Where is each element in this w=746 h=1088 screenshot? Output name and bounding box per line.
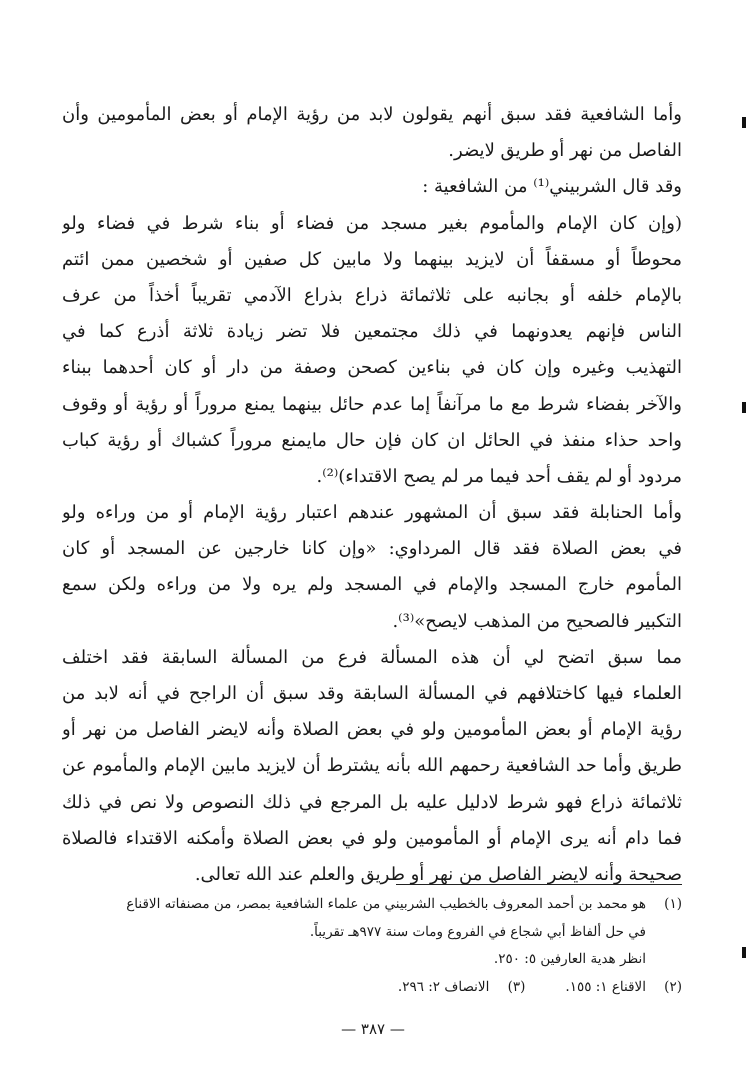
footnote-1-line-2: في حل ألفاظ أبي شجاع في الفروع ومات سنة ٩٧٧هـ تقريباً. — [309, 923, 646, 940]
text-line: في بعض الصلاة فقد قال المرداوي: «وإن كانا خارجين عن المسجد أو كان — [62, 538, 682, 560]
footnote-1 — [62, 891, 682, 919]
text-line: صحيحة وأنه لايضر الفاصل من نهر أو طريق والعلم عند الله تعالى. — [194, 863, 682, 885]
text-line: مما سبق اتضح لي أن هذه المسألة فرع من المسألة السابقة فقد اختلف — [62, 646, 682, 668]
footnote-text: الانصاف ٢: ٢٩٦. — [397, 978, 490, 995]
page-number: — ٣٨٧ — — [341, 1020, 405, 1038]
text-line: محوطاً أو مسقفاً أن لايزيد بينهما ولا مابين كل صفين أو شخصين ممن ائتم — [62, 248, 682, 270]
scan-mark — [742, 402, 746, 413]
footnotes-2-3 — [62, 974, 682, 1002]
footnote-number: (٢) — [664, 978, 682, 995]
footnotes — [62, 891, 682, 1001]
footnote-1-line-3: انظر هدية العارفين ٥: ٢٥٠. — [493, 951, 646, 967]
text-line: العلماء فيها كاختلافهم في المسألة السابقة وقد سبق أن الراجح في أنه لابد من — [62, 683, 682, 704]
text-line: التهذيب وغيره وإن كان في بناءين كصحن وصفة من دار أو كان أحدهما ببناء — [62, 357, 682, 379]
text-line: والآخر بفضاء شرط مع ما مرآنفاً إما عدم حائل بينهما يمنع مروراً أو رؤية أو وقوف — [62, 393, 682, 415]
text-line: التكبير فالصحيح من المذهب لايصح»⁽³⁾. — [392, 610, 682, 632]
footnote-number: (١) — [664, 896, 682, 912]
footnote-number: (٣) — [507, 978, 526, 995]
text-line: المأموم خارج المسجد والإمام في المسجد ولم يره ولا من وراءه ولكن سمع — [62, 574, 682, 596]
text-line: (وإن كان الإمام والمأموم بغير مسجد من فضاء أو بناء شرط في فضاء ولو — [62, 212, 682, 234]
text-line: الفاصل من نهر أو طريق لايضر. — [448, 140, 682, 162]
main-text — [62, 97, 682, 893]
text-line: رؤية الإمام أو بعض المأمومين ولو في بعض الصلاة وأنه لايضر الفاصل من نهر أو — [62, 719, 682, 741]
footnote-text: هو محمد بن أحمد المعروف بالخطيب الشربيني من علماء الشافعية بمصر، من مصنفاته الاقناع — [126, 896, 646, 912]
footnote-separator — [396, 884, 682, 885]
scan-mark — [742, 117, 746, 128]
text-line: ثلاثمائة ذراع فهو شرط لادليل عليه بل المرجع في ذلك النصوص ولا نص في ذلك — [62, 791, 682, 813]
text-line: وأما الشافعية فقد سبق أنهم يقولون لابد من رؤية الإمام أو بعض المأمومين وأن — [62, 104, 682, 125]
text-line: واحد حذاء منفذ في الحائل ان كان فإن حال مايمنع مروراً كشباك أو رؤية كباب — [62, 429, 682, 451]
text-line: مردود أو لم يقف أحد فيما مر لم يصح الاقتداء)⁽²⁾. — [316, 465, 682, 487]
text-line: طريق وأما حد الشافعية رحمهم الله بأنه يشترط أن لايزيد مابين الإمام والمأموم عن — [62, 755, 682, 777]
scan-mark — [742, 947, 746, 958]
text-line: بالإمام خلفه أو بجانبه على ثلاثمائة ذراع بذراع الآدمي تقريباً أخذاً من عرف — [62, 284, 682, 306]
footnote-text: الاقناع ١: ١٥٥. — [565, 978, 646, 995]
text-line: فما دام أنه يرى الإمام أو المأمومين ولو في بعض الصلاة وأمكنه الاقتداء فالصلاة — [62, 827, 682, 849]
text-line: وأما الحنابلة فقد سبق أن المشهور عندهم اعتبار رؤية الإمام أو من وراءه ولو — [62, 502, 682, 524]
text-line: الناس فإنهم يعدونهما في ذلك مجتمعين فلا تضر زيادة ثلاثة أذرع كما في — [62, 321, 682, 343]
text-line: وقد قال الشربيني⁽¹⁾ من الشافعية : — [422, 176, 682, 198]
